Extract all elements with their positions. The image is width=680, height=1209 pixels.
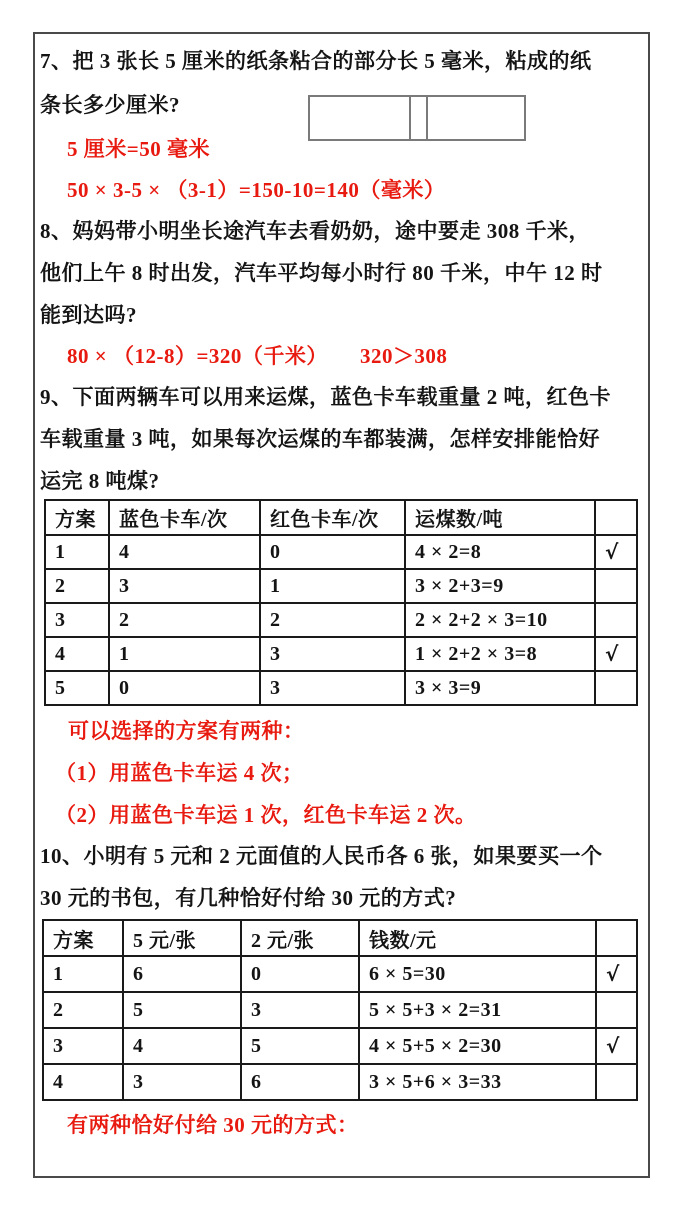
question-10-line-1: 10、小明有 5 元和 2 元面值的人民币各 6 张，如果要买一个 [40,844,603,868]
checkmark-cell: √ [595,535,637,569]
question-8-line-1: 8、妈妈带小明坐长途汽车去看奶奶，途中要走 308 千米， [40,219,590,243]
table-row [45,569,637,603]
table-row [45,671,637,705]
table-cell: 3 [45,603,109,637]
question-9-line-2: 车载重量 3 吨，如果每次运煤的车都装满，怎样安排能恰好 [40,427,600,451]
table-header-row [45,500,637,535]
checkmark-cell: √ [595,637,637,671]
question-8-line-3: 能到达吗? [40,303,137,327]
col-header-plan: 方案 [43,920,123,956]
table-cell: 5 [241,1028,359,1064]
table-cell: 4 [43,1064,123,1100]
table-cell: 5 [45,671,109,705]
table-cell: 0 [109,671,260,705]
table-cell: 3 [260,671,405,705]
question-9-line-1: 9、下面两辆车可以用来运煤，蓝色卡车载重量 2 吨，红色卡 [40,385,611,409]
table-cell: 3 × 5+6 × 3=33 [359,1064,596,1100]
table-cell: 1 [260,569,405,603]
table-cell: 1 × 2+2 × 3=8 [405,637,595,671]
table-cell: 6 × 5=30 [359,956,596,992]
question-10-answer: 有两种恰好付给 30 元的方式： [67,1113,359,1137]
table-cell: 2 [109,603,260,637]
checkmark-cell [595,671,637,705]
table-cell: 4 [123,1028,241,1064]
col-header-check [595,500,637,535]
col-header-blue-truck: 蓝色卡车/次 [109,500,260,535]
question-7-answer-2: 50 × 3-5 × （3-1）=150-10=140（毫米） [67,178,446,202]
question-9-line-3: 运完 8 吨煤? [40,469,160,493]
question-7-line-2: 条长多少厘米? [40,93,180,117]
checkmark-cell [595,569,637,603]
table-cell: 0 [241,956,359,992]
table-cell: 3 × 2+3=9 [405,569,595,603]
checkmark-cell: √ [596,956,637,992]
table-row [45,637,637,671]
question-7-line-1: 7、把 3 张长 5 厘米的纸条粘合的部分长 5 毫米，粘成的纸 [40,49,592,73]
col-header-check [596,920,637,956]
col-header-two-yuan: 2 元/张 [241,920,359,956]
coal-transport-table [44,499,638,706]
table-row [43,1064,637,1100]
table-cell: 2 [260,603,405,637]
table-cell: 2 [43,992,123,1028]
table-cell: 3 [43,1028,123,1064]
question-8-answer-formula: 80 × （12-8）=320（千米） [67,344,328,368]
col-header-plan: 方案 [45,500,109,535]
table-cell: 1 [45,535,109,569]
table-cell: 3 × 3=9 [405,671,595,705]
table-row [43,956,637,992]
table-cell: 0 [260,535,405,569]
table-cell: 3 [241,992,359,1028]
table-row [45,603,637,637]
table-cell: 3 [109,569,260,603]
money-payment-table [42,919,638,1101]
question-9-answer-intro: 可以选择的方案有两种： [68,719,305,743]
question-8-answer-comparison: 320＞308 [359,344,448,368]
question-8-line-2: 他们上午 8 时出发，汽车平均每小时行 80 千米，中午 12 时 [40,261,603,285]
checkmark-cell [596,992,637,1028]
table-cell: 5 [123,992,241,1028]
table-cell: 2 [45,569,109,603]
col-header-coal-tons: 运煤数/吨 [405,500,595,535]
question-8-answer [67,343,447,369]
table-header-row [43,920,637,956]
table-cell: 6 [241,1064,359,1100]
question-10-line-2: 30 元的书包，有几种恰好付给 30 元的方式? [40,886,457,910]
table-cell: 1 [43,956,123,992]
table-cell: 3 [260,637,405,671]
question-9-answer-item-2: （2）用蓝色卡车运 1 次，红色卡车运 2 次。 [55,803,477,827]
table-cell: 4 [45,637,109,671]
table-cell: 4 × 2=8 [405,535,595,569]
checkmark-cell [595,603,637,637]
table-cell: 5 × 5+3 × 2=31 [359,992,596,1028]
table-cell: 1 [109,637,260,671]
checkmark-cell [596,1064,637,1100]
table-cell: 6 [123,956,241,992]
question-7-answer-1: 5 厘米=50 毫米 [67,137,210,161]
table-row [45,535,637,569]
col-header-total-yuan: 钱数/元 [359,920,596,956]
strip-overlap-line-left [409,97,411,139]
table-row [43,992,637,1028]
paper-strips-diagram [308,95,526,141]
table-cell: 4 × 5+5 × 2=30 [359,1028,596,1064]
col-header-red-truck: 红色卡车/次 [260,500,405,535]
table-cell: 3 [123,1064,241,1100]
strip-overlap-line-right [426,97,428,139]
checkmark-cell: √ [596,1028,637,1064]
col-header-five-yuan: 5 元/张 [123,920,241,956]
table-row [43,1028,637,1064]
table-cell: 4 [109,535,260,569]
question-9-answer-item-1: （1）用蓝色卡车运 4 次； [55,761,304,785]
table-cell: 2 × 2+2 × 3=10 [405,603,595,637]
